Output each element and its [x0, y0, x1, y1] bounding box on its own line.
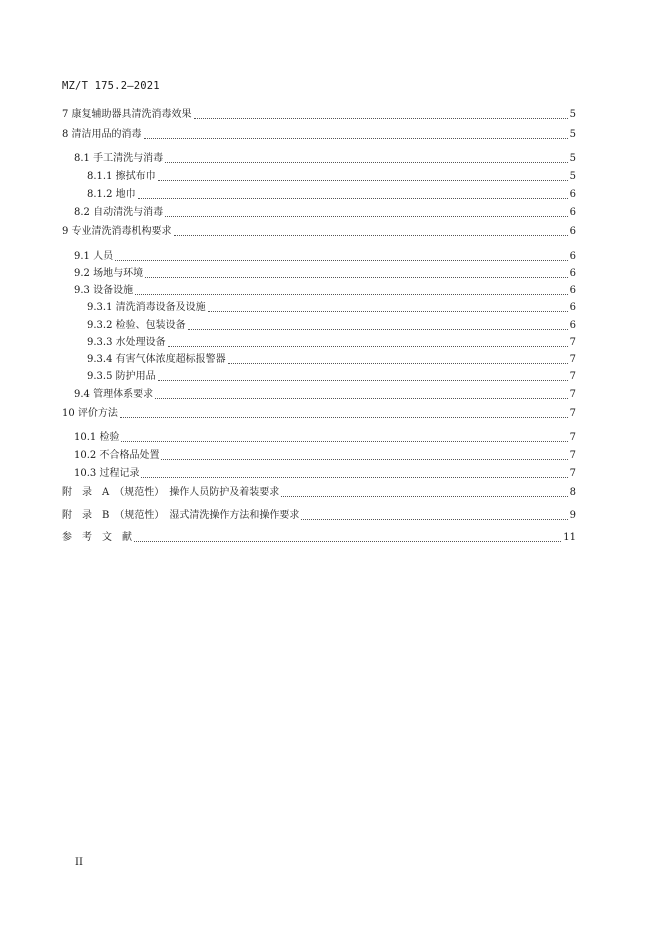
toc-dot-leader — [144, 138, 568, 139]
toc-dot-leader — [115, 260, 568, 261]
toc-entry-page: 7 — [569, 408, 576, 419]
toc-dot-leader — [145, 277, 568, 278]
toc-entry-title: 9.1 人员 — [74, 251, 114, 262]
toc-entry-title: 8.1.1 擦拭布巾 — [87, 171, 156, 182]
toc-entry-title: 8.1 手工清洗与消毒 — [74, 153, 164, 164]
toc-entry-title: 附 录 B （规范性） 湿式清洗操作方法和操作要求 — [62, 510, 300, 521]
toc-dot-leader — [155, 398, 568, 399]
toc-entry-title: 8.1.2 地巾 — [87, 189, 136, 200]
toc-entry-page: 11 — [563, 532, 576, 543]
toc-entry-page: 6 — [569, 207, 576, 218]
toc-dot-leader — [158, 380, 568, 381]
toc-entry-page: 6 — [569, 189, 576, 200]
toc-entry[interactable] — [62, 463, 576, 481]
toc-entry-title: 9.3 设备设施 — [74, 285, 134, 296]
toc-entry-page: 7 — [569, 432, 576, 443]
toc-entry-page: 6 — [569, 226, 576, 237]
toc-entry-title: 10 评价方法 — [62, 408, 118, 419]
toc-entry-title: 8 清洁用品的消毒 — [62, 129, 142, 140]
toc-entry-page: 6 — [569, 302, 576, 313]
toc-dot-leader — [168, 346, 568, 347]
toc-entry-page: 5 — [569, 109, 576, 120]
toc-entry-page: 5 — [569, 171, 576, 182]
toc-entry[interactable] — [62, 280, 576, 298]
toc-entry[interactable] — [62, 527, 576, 545]
toc-dot-leader — [120, 417, 568, 418]
toc-entry[interactable] — [62, 124, 576, 142]
toc-entry-title: 9 专业清洗消毒机构要求 — [62, 226, 172, 237]
toc-entry[interactable] — [62, 482, 576, 500]
toc-entry[interactable] — [62, 315, 576, 333]
toc-entry-title: 10.3 过程记录 — [74, 468, 140, 479]
toc-entry-page: 6 — [569, 251, 576, 262]
toc-entry-title: 9.3.4 有害气体浓度超标报警器 — [87, 354, 226, 365]
toc-entry[interactable] — [62, 332, 576, 350]
toc-entry[interactable] — [62, 505, 576, 523]
toc-dot-leader — [194, 118, 568, 119]
toc-entry[interactable] — [62, 297, 576, 315]
toc-entry-page: 7 — [569, 468, 576, 479]
toc-dot-leader — [165, 162, 568, 163]
toc-entry[interactable] — [62, 246, 576, 264]
toc-entry-title: 9.3.2 检验、包装设备 — [87, 320, 186, 331]
toc-dot-leader — [301, 519, 567, 520]
toc-dot-leader — [188, 329, 568, 330]
toc-dot-leader — [121, 441, 567, 442]
toc-entry[interactable] — [62, 427, 576, 445]
toc-entry[interactable] — [62, 263, 576, 281]
toc-dot-leader — [174, 235, 568, 236]
toc-entry-page: 7 — [569, 337, 576, 348]
toc-entry[interactable] — [62, 148, 576, 166]
toc-dot-leader — [208, 311, 568, 312]
toc-entry[interactable] — [62, 104, 576, 122]
toc-entry[interactable] — [62, 184, 576, 202]
toc-entry-page: 5 — [569, 129, 576, 140]
toc-entry-title: 附 录 A （规范性） 操作人员防护及着装要求 — [62, 487, 280, 498]
toc-dot-leader — [138, 198, 568, 199]
toc-entry-title: 参 考 文 献 — [62, 532, 132, 543]
toc-entry[interactable] — [62, 221, 576, 239]
toc-entry-title: 9.3.3 水处理设备 — [87, 337, 166, 348]
toc-dot-leader — [228, 363, 568, 364]
toc-entry[interactable] — [62, 202, 576, 220]
toc-dot-leader — [161, 459, 567, 460]
toc-entry-title: 9.3.1 清洗消毒设备及设施 — [87, 302, 206, 313]
toc-entry-title: 8.2 自动清洗与消毒 — [74, 207, 164, 218]
toc-entry-title: 10.2 不合格品处置 — [74, 450, 160, 461]
toc-entry-page: 9 — [569, 510, 576, 521]
page-number: II — [75, 857, 83, 868]
toc-entry[interactable] — [62, 445, 576, 463]
toc-entry-page: 6 — [569, 285, 576, 296]
toc-entry[interactable] — [62, 366, 576, 384]
toc-entry-title: 9.2 场地与环境 — [74, 268, 144, 279]
toc-dot-leader — [134, 541, 561, 542]
toc-entry-page: 7 — [569, 389, 576, 400]
toc-entry-title: 10.1 检验 — [74, 432, 120, 443]
toc-entry[interactable] — [62, 166, 576, 184]
toc-entry-page: 7 — [569, 371, 576, 382]
toc-entry-title: 9.4 管理体系要求 — [74, 389, 154, 400]
standard-code: MZ/T 175.2—2021 — [62, 80, 160, 92]
toc-entry-title: 9.3.5 防护用品 — [87, 371, 156, 382]
toc-dot-leader — [281, 496, 567, 497]
toc-entry-page: 7 — [569, 450, 576, 461]
toc-entry[interactable] — [62, 403, 576, 421]
toc-dot-leader — [141, 477, 567, 478]
toc-dot-leader — [135, 294, 568, 295]
toc-entry-page: 6 — [569, 320, 576, 331]
toc-entry[interactable] — [62, 349, 576, 367]
toc-entry-page: 5 — [569, 153, 576, 164]
toc-entry-title: 7 康复辅助器具清洗消毒效果 — [62, 109, 192, 120]
toc-entry-page: 6 — [569, 268, 576, 279]
toc-entry-page: 8 — [569, 487, 576, 498]
toc-entry[interactable] — [62, 384, 576, 402]
toc-dot-leader — [158, 180, 568, 181]
toc-dot-leader — [165, 216, 568, 217]
toc-entry-page: 7 — [569, 354, 576, 365]
